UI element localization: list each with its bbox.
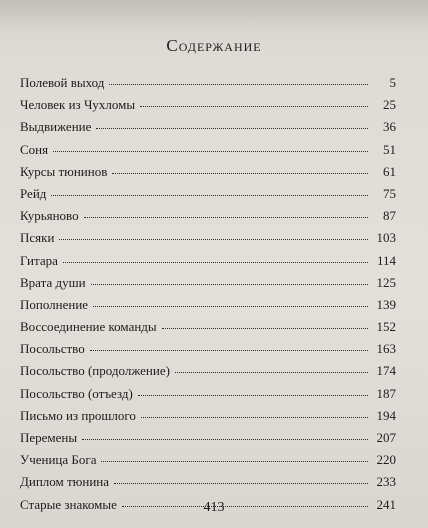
dot-leader (141, 413, 368, 418)
table-of-contents (20, 72, 396, 516)
entry-title: Воссоединение команды (20, 319, 157, 335)
toc-entry (20, 116, 396, 138)
entry-page-number: 25 (383, 97, 396, 113)
toc-entry (20, 405, 396, 427)
dot-leader (101, 457, 368, 462)
toc-entry (20, 360, 396, 382)
toc-entry (20, 227, 396, 249)
toc-entry (20, 205, 396, 227)
toc-entry (20, 272, 396, 294)
dot-leader (175, 368, 368, 373)
entry-page-number: 61 (383, 163, 396, 179)
entry-page-number: 241 (376, 496, 396, 512)
entry-page-number: 75 (383, 185, 396, 201)
entry-page-number: 174 (376, 363, 396, 379)
entry-page-number: 51 (383, 141, 396, 157)
toc-entry (20, 72, 396, 94)
entry-title: Рейд (20, 185, 47, 201)
toc-heading: Содержание (166, 36, 262, 55)
dot-leader (59, 235, 368, 240)
dot-leader (91, 280, 368, 285)
entry-page-number: 233 (376, 474, 396, 490)
entry-title: Письмо из прошлого (20, 407, 136, 423)
toc-entry (20, 94, 396, 116)
entry-page-number: 36 (383, 119, 396, 135)
entry-page-number: 114 (376, 252, 396, 268)
dot-leader (96, 124, 368, 129)
entry-page-number: 220 (376, 452, 396, 468)
entry-title: Посольство (отъезд) (20, 385, 133, 401)
toc-entry (20, 139, 396, 161)
toc-entry (20, 161, 396, 183)
entry-title: Псяки (20, 230, 55, 246)
entry-page-number: 87 (383, 208, 396, 224)
toc-entry (20, 250, 396, 272)
toc-entry (20, 427, 396, 449)
entry-title: Соня (20, 141, 49, 157)
toc-entry (20, 316, 396, 338)
entry-title: Курьяново (20, 208, 79, 224)
entry-title: Человек из Чухломы (20, 97, 136, 113)
dot-leader (112, 169, 368, 174)
dot-leader (51, 191, 368, 196)
dot-leader (82, 435, 368, 440)
entry-title: Перемены (20, 430, 78, 445)
dot-leader (84, 213, 368, 218)
toc-entry (20, 183, 396, 205)
toc-entry (20, 471, 396, 493)
dot-leader (53, 147, 368, 152)
toc-entry (20, 294, 396, 316)
entry-title: Выдвижение (20, 119, 92, 135)
footer-page-number: 413 (203, 500, 225, 515)
entry-title: Посольство (20, 341, 85, 357)
toc-entry (20, 338, 396, 360)
entry-title: Посольство (продолжение) (20, 363, 170, 379)
entry-title: Врата души (20, 274, 86, 290)
entry-page-number: 194 (376, 407, 396, 423)
toc-entry (20, 449, 396, 471)
entry-page-number: 163 (376, 341, 396, 357)
dot-leader (63, 258, 368, 263)
dot-leader (140, 102, 368, 107)
dot-leader (93, 302, 368, 307)
entry-page-number: 139 (376, 296, 396, 312)
entry-title: Полевой выход (20, 75, 105, 90)
entry-page-number: 187 (376, 385, 396, 401)
bleed-through-text (0, 0, 428, 30)
entry-page-number: 5 (389, 75, 396, 90)
entry-title: Старые знакомые (20, 496, 117, 512)
dot-leader (138, 391, 368, 396)
entry-title: Курсы тюнинов (20, 163, 108, 179)
entry-title: Гитара (20, 252, 58, 268)
entry-page-number: 103 (376, 230, 396, 246)
entry-title: Пополнение (20, 296, 89, 312)
entry-page-number: 207 (376, 430, 396, 445)
entry-title: Ученица Бога (20, 452, 97, 468)
dot-leader (114, 479, 368, 484)
dot-leader (162, 324, 368, 329)
dot-leader (109, 80, 368, 85)
entry-page-number: 152 (376, 319, 396, 335)
entry-title: Диплом тюнина (20, 474, 110, 490)
entry-page-number: 125 (376, 274, 396, 290)
toc-entry (20, 383, 396, 405)
dot-leader (90, 346, 368, 351)
